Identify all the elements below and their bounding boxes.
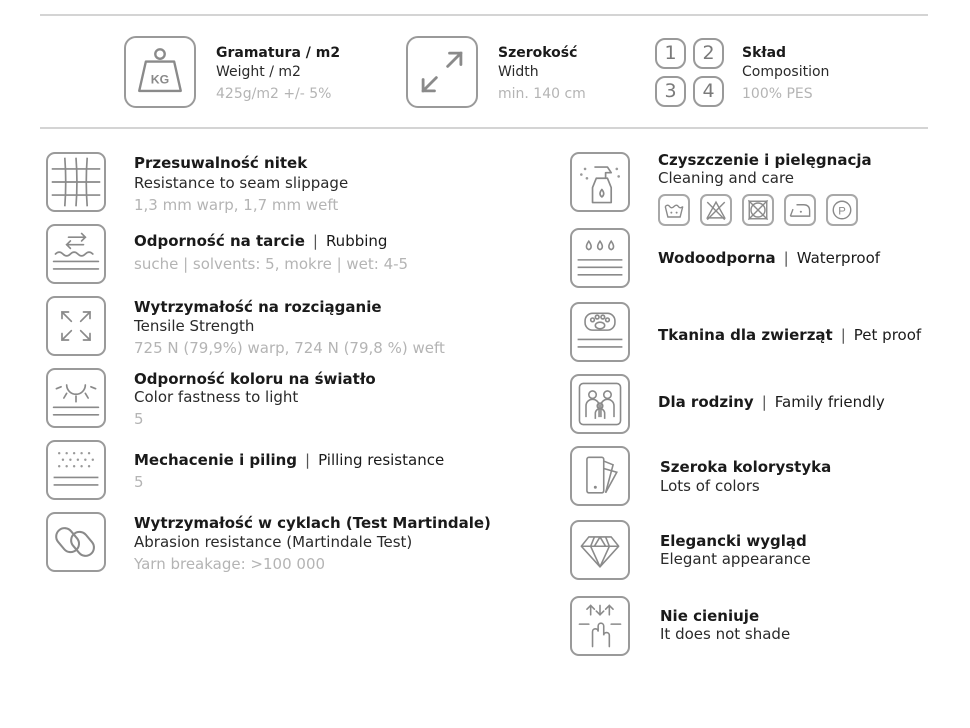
martindale-subtitle: Abrasion resistance (Martindale Test) (134, 533, 413, 551)
seam-subtitle: Resistance to seam slippage (134, 174, 349, 192)
rubbing-subtitle: Rubbing (325, 232, 388, 250)
pilling-subtitle: Pilling resistance (318, 451, 445, 469)
weight-title: Gramatura / m2 (216, 45, 341, 61)
no-tumble-dry-icon (742, 194, 774, 226)
color-swatches-icon (570, 446, 630, 506)
width-title: Szerokość (498, 45, 578, 61)
family-title-line (658, 393, 885, 411)
number-2-icon: 2 (693, 38, 724, 69)
pilling-title-line (134, 451, 444, 469)
waterproof-title-line (658, 249, 880, 267)
weight-value: 425g/m2 +/- 5% (216, 86, 332, 102)
pilling-value: 5 (134, 473, 144, 491)
lightfast-subtitle: Color fastness to light (134, 388, 299, 406)
composition-title: Skład (742, 45, 787, 61)
rubbing-icon (46, 224, 106, 284)
noshade-title: Nie cieniuje (660, 607, 760, 625)
water-drops-icon (570, 228, 630, 288)
width-value: min. 140 cm (498, 86, 586, 102)
pet-title-line (658, 326, 921, 344)
family-icon (570, 374, 630, 434)
waterproof-subtitle: Waterproof (796, 249, 881, 267)
lightfast-title: Odporność koloru na światło (134, 370, 376, 388)
number-1-icon: 1 (655, 38, 686, 69)
sun-fabric-icon (46, 368, 106, 428)
tensile-expand-icon (46, 296, 106, 356)
touch-fabric-icon (570, 596, 630, 656)
weight-kg-icon (124, 36, 196, 108)
separator: | (761, 393, 767, 411)
paw-print-icon (570, 302, 630, 362)
composition-subtitle: Composition (742, 64, 830, 80)
tensile-title: Wytrzymałość na rozciąganie (134, 298, 382, 316)
number-4-icon: 4 (693, 76, 724, 107)
lightfast-value: 5 (134, 410, 144, 428)
tensile-value: 725 N (79,9%) warp, 724 N (79,8 %) weft (134, 339, 445, 357)
wash-30-icon (658, 194, 690, 226)
noshade-subtitle: It does not shade (660, 625, 791, 643)
rubbing-value: suche | solvents: 5, mokre | wet: 4-5 (134, 255, 409, 273)
top-divider (40, 14, 928, 16)
rubbing-title: Odporność na tarcie (134, 232, 305, 250)
family-title: Dla rodziny (658, 393, 754, 411)
separator: | (305, 451, 311, 469)
pet-subtitle: Pet proof (853, 326, 922, 344)
width-arrows-icon (406, 36, 478, 108)
separator: | (783, 249, 789, 267)
tensile-subtitle: Tensile Strength (134, 317, 255, 335)
separator: | (312, 232, 318, 250)
seam-title: Przesuwalność nitek (134, 154, 308, 172)
pilling-dots-icon (46, 440, 106, 500)
cleaning-title: Czyszczenie i pielęgnacja (658, 151, 872, 169)
number-3-icon: 3 (655, 76, 686, 107)
weight-subtitle: Weight / m2 (216, 64, 301, 80)
dry-clean-p-icon (826, 194, 858, 226)
martindale-title: Wytrzymałość w cyklach (Test Martindale) (134, 514, 491, 532)
colors-subtitle: Lots of colors (660, 477, 760, 495)
elegant-subtitle: Elegant appearance (660, 550, 811, 568)
seam-value: 1,3 mm warp, 1,7 mm weft (134, 196, 339, 214)
svg-text:KG: KG (150, 72, 170, 87)
separator: | (840, 326, 846, 344)
iron-low-icon (784, 194, 816, 226)
rubbing-title-line (134, 232, 387, 250)
svg-text:P: P (838, 205, 846, 218)
chain-link-icon (46, 512, 106, 572)
elegant-title: Elegancki wygląd (660, 532, 807, 550)
cleaning-subtitle: Cleaning and care (658, 169, 795, 187)
fabric-grid-icon (46, 152, 106, 212)
diamond-icon (570, 520, 630, 580)
family-subtitle: Family friendly (774, 393, 885, 411)
composition-value: 100% PES (742, 86, 813, 102)
pet-title: Tkanina dla zwierząt (658, 326, 833, 344)
header-divider (40, 127, 928, 129)
waterproof-title: Wodoodporna (658, 249, 776, 267)
width-subtitle: Width (498, 64, 539, 80)
pilling-title: Mechacenie i piling (134, 451, 298, 469)
martindale-value: Yarn breakage: >100 000 (134, 555, 326, 573)
colors-title: Szeroka kolorystyka (660, 458, 832, 476)
no-bleach-icon (700, 194, 732, 226)
spray-bottle-icon (570, 152, 630, 212)
